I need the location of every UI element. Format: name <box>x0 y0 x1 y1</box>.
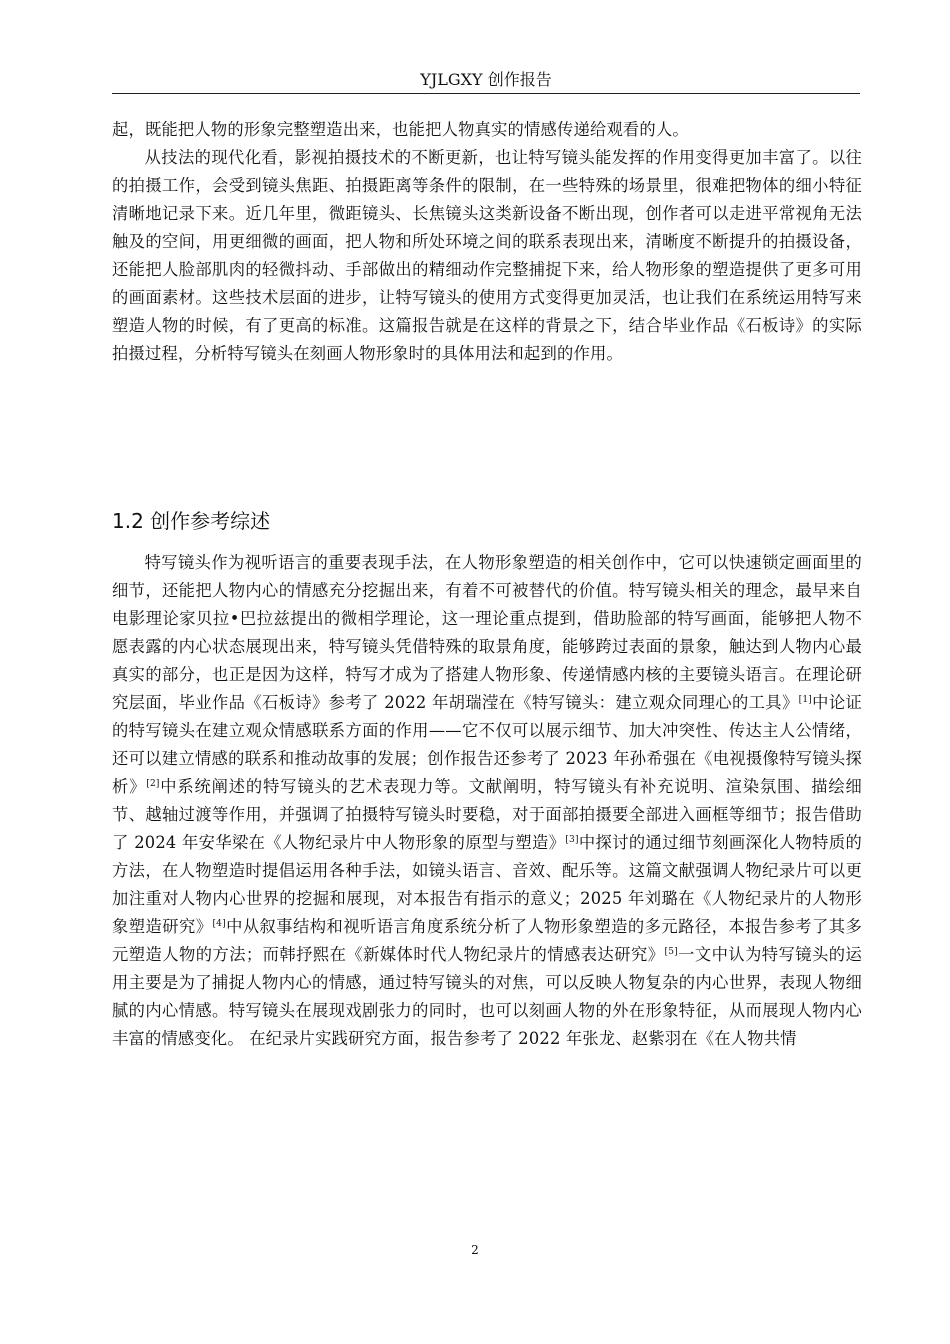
header-divider <box>112 93 860 94</box>
paragraph-continuation: 起，既能把人物的形象完整塑造出来，也能把人物真实的情感传递给观看的人。 <box>112 120 689 139</box>
review-text-4: 中探讨的通过细节刻画深化人物特质的方法，在人物塑造时提倡运用各种手法，如镜头语言、音效、配乐等。这篇文献强调人物纪录片可以更加注重对人物内心世界的挖掘和展现，对本报告有指示的意义；2025 年刘璐在《人物纪录片的人物形象塑造研究》 <box>112 833 862 936</box>
review-text-5: 中从叙事结构和视听语言角度系统分析了人物形象塑造的多元路径，本报告参考了其多元塑造人物的方法；而韩抒熙在《新媒体时代人物纪录片的情感表达研究》 <box>112 917 862 964</box>
page-header: YJLGXY 创作报告 <box>420 70 552 89</box>
review-text-2: 中论证的特写镜头在建立观众情感联系方面的作用——它不仅可以展示细节、加大冲突性、传达主人公情绪，还可以建立情感的联系和推动故事的发展；创作报告还参考了 2023 年孙希强在《电视摄像特写镜头探析》 <box>112 693 862 796</box>
citation-3: [3] <box>565 835 579 845</box>
review-text-3: 中系统阐述的特写镜头的艺术表现力等。文献阐明，特写镜头有补充说明、渲染氛围、描绘细节、越轴过渡等作用，并强调了拍摄特写镜头时要稳，对于面部拍摄要全部进入画框等细节；报告借助了 2024 年安华梁在《人物纪录片中人物形象的原型与塑造》 <box>112 777 862 852</box>
page-number: 2 <box>471 1243 479 1257</box>
review-text-1: 特写镜头作为视听语言的重要表现手法，在人物形象塑造的相关创作中，它可以快速锁定画面里的细节，还能把人物内心的情感充分挖掘出来，有着不可被替代的价值。特写镜头相关的理念，最早来自电影理论家贝拉•巴拉兹提出的微相学理论，这一理论重点提到，借助脸部的特写画面，能够把人物不愿表露的内心状态展现出来，特写镜头凭借特殊的取景角度，能够跨过表面的景象，触达到人物内心最真实的部分，也正是因为这样，特写才成为了搭建人物形象、传递情感内核的主要镜头语言。在理论研究层面，毕业作品《石板诗》参考了 2022 年胡瑞滢在《特写镜头：建立观众同理心的工具》 <box>112 553 862 712</box>
citation-5: [5] <box>664 947 678 957</box>
section-heading: 1.2 创作参考综述 <box>112 509 271 533</box>
review-text-6: 一文中认为特写镜头的运用主要是为了捕捉人物内心的情感，通过特写镜头的对焦，可以反映人物复杂的内心世界，表现人物细腻的内心情感。特写镜头在展现戏剧张力的同时，也可以刻画人物的外在形象特征，从而展现人物内心丰富的情感变化。 在纪录片实践研究方面，报告参考了 2022 年张龙、赵紫羽在《在人物共情 <box>112 945 863 1048</box>
citation-4: [4] <box>212 919 226 929</box>
citation-2: [2] <box>146 779 160 789</box>
paragraph-literature-review <box>112 549 862 1053</box>
citation-1: [1] <box>798 695 812 705</box>
paragraph-technique: 从技法的现代化看，影视拍摄技术的不断更新，也让特写镜头能发挥的作用变得更加丰富了。以往的拍摄工作，会受到镜头焦距、拍摄距离等条件的限制，在一些特殊的场景里，很难把物体的细小特征清晰地记录下来。近几年里，微距镜头、长焦镜头这类新设备不断出现，创作者可以走进平常视角无法触及的空间，用更细微的画面，把人物和所处环境之间的联系表现出来，清晰度不断提升的拍摄设备，还能把人脸部肌肉的轻微抖动、手部做出的精细动作完整捕捉下来，给人物形象的塑造提供了更多可用的画面素材。这些技术层面的进步，让特写镜头的使用方式变得更加灵活，也让我们在系统运用特写来塑造人物的时候，有了更高的标准。这篇报告就是在这样的背景之下，结合毕业作品《石板诗》的实际拍摄过程，分析特写镜头在刻画人物形象时的具体用法和起到的作用。 <box>112 148 862 363</box>
